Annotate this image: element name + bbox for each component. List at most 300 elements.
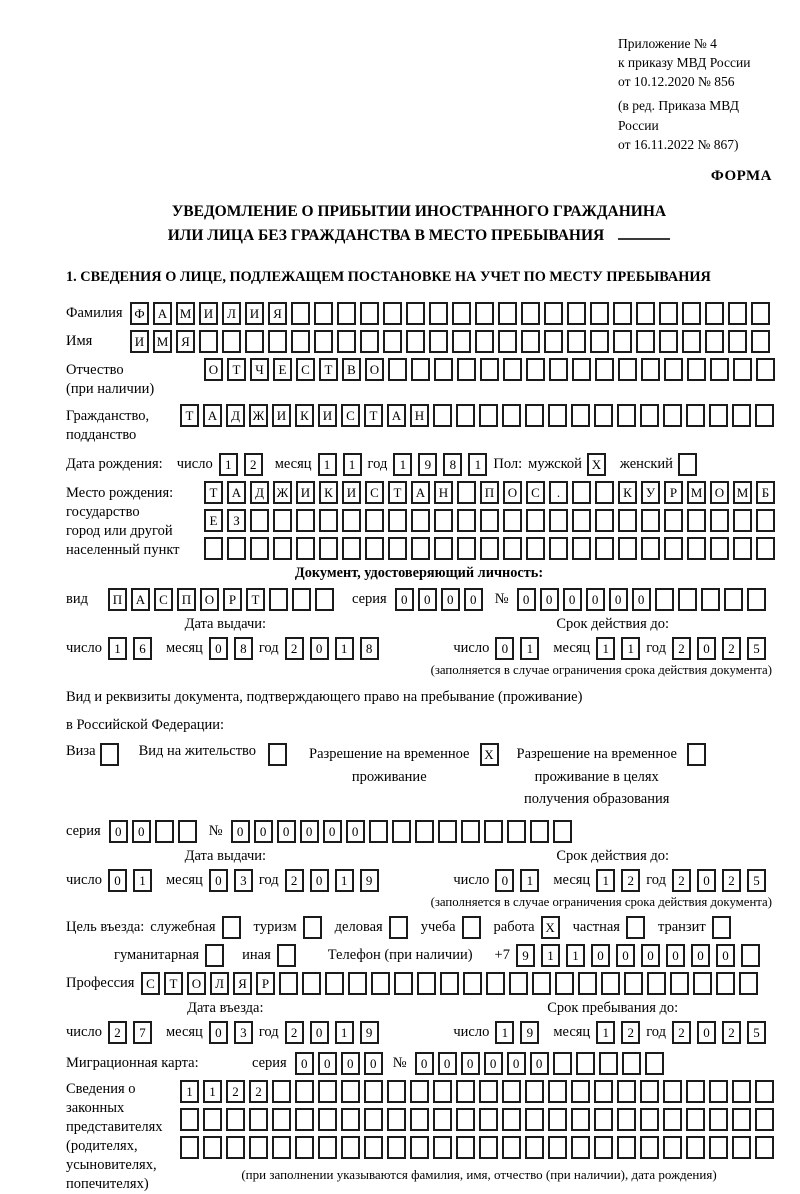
- char-cell[interactable]: 0: [507, 1052, 526, 1075]
- char-cell[interactable]: 1: [596, 1021, 615, 1044]
- char-cell[interactable]: [686, 1108, 705, 1131]
- char-cell[interactable]: 2: [226, 1080, 245, 1103]
- char-cell[interactable]: [567, 330, 586, 353]
- char-cell[interactable]: [549, 537, 568, 560]
- char-cell[interactable]: [640, 1108, 659, 1131]
- char-cell[interactable]: 2: [722, 869, 741, 892]
- char-cell[interactable]: [178, 820, 197, 843]
- char-cell[interactable]: [618, 358, 637, 381]
- char-cell[interactable]: 1: [621, 637, 640, 660]
- char-cell[interactable]: [463, 972, 482, 995]
- char-cell[interactable]: [364, 1080, 383, 1103]
- char-cell[interactable]: [291, 302, 310, 325]
- char-cell[interactable]: [503, 358, 522, 381]
- char-cell[interactable]: 0: [691, 944, 710, 967]
- char-cell[interactable]: [318, 1108, 337, 1131]
- char-cell[interactable]: [475, 330, 494, 353]
- char-cell[interactable]: [480, 509, 499, 532]
- char-cell[interactable]: [434, 509, 453, 532]
- char-cell[interactable]: [724, 588, 743, 611]
- char-cell[interactable]: [548, 1136, 567, 1159]
- char-cell[interactable]: [203, 1108, 222, 1131]
- char-cell[interactable]: [709, 1136, 728, 1159]
- char-cell[interactable]: 1: [335, 1021, 354, 1044]
- char-cell[interactable]: Т: [180, 404, 199, 427]
- char-cell[interactable]: 2: [621, 869, 640, 892]
- patronymic-cells[interactable]: [204, 358, 779, 381]
- char-cell[interactable]: 9: [418, 453, 437, 476]
- char-cell[interactable]: И: [318, 404, 337, 427]
- char-cell[interactable]: [295, 1080, 314, 1103]
- residence-permit-checkbox[interactable]: [268, 743, 291, 766]
- char-cell[interactable]: 0: [517, 588, 536, 611]
- char-cell[interactable]: [503, 537, 522, 560]
- char-cell[interactable]: [525, 1080, 544, 1103]
- char-cell[interactable]: 0: [484, 1052, 503, 1075]
- char-cell[interactable]: 5: [747, 869, 766, 892]
- char-cell[interactable]: 2: [672, 1021, 691, 1044]
- char-cell[interactable]: [687, 743, 706, 766]
- staydoc-issue-month[interactable]: [209, 869, 259, 892]
- char-cell[interactable]: [272, 1080, 291, 1103]
- char-cell[interactable]: Б: [756, 481, 775, 504]
- char-cell[interactable]: [365, 537, 384, 560]
- char-cell[interactable]: [440, 972, 459, 995]
- iddoc-issue-month[interactable]: [209, 637, 259, 660]
- char-cell[interactable]: 0: [341, 1052, 360, 1075]
- char-cell[interactable]: 0: [132, 820, 151, 843]
- purpose-business-checkbox[interactable]: [222, 916, 245, 939]
- char-cell[interactable]: 0: [666, 944, 685, 967]
- char-cell[interactable]: 0: [209, 869, 228, 892]
- char-cell[interactable]: А: [131, 588, 150, 611]
- char-cell[interactable]: [553, 1052, 572, 1075]
- char-cell[interactable]: 2: [249, 1080, 268, 1103]
- char-cell[interactable]: [617, 1136, 636, 1159]
- char-cell[interactable]: [733, 509, 752, 532]
- char-cell[interactable]: 9: [360, 869, 379, 892]
- char-cell[interactable]: 0: [108, 869, 127, 892]
- char-cell[interactable]: [438, 820, 457, 843]
- char-cell[interactable]: 0: [464, 588, 483, 611]
- char-cell[interactable]: [739, 972, 758, 995]
- char-cell[interactable]: И: [245, 302, 264, 325]
- char-cell[interactable]: [549, 509, 568, 532]
- char-cell[interactable]: [502, 404, 521, 427]
- char-cell[interactable]: [571, 1080, 590, 1103]
- char-cell[interactable]: [733, 358, 752, 381]
- purpose-commercial-checkbox[interactable]: [389, 916, 412, 939]
- char-cell[interactable]: Л: [210, 972, 229, 995]
- char-cell[interactable]: [250, 537, 269, 560]
- char-cell[interactable]: 0: [418, 588, 437, 611]
- char-cell[interactable]: [571, 404, 590, 427]
- entry-day[interactable]: [108, 1021, 158, 1044]
- char-cell[interactable]: 2: [244, 453, 263, 476]
- char-cell[interactable]: 0: [415, 1052, 434, 1075]
- char-cell[interactable]: [457, 509, 476, 532]
- char-cell[interactable]: [678, 453, 697, 476]
- migcard-series-cells[interactable]: [295, 1052, 387, 1075]
- char-cell[interactable]: [526, 358, 545, 381]
- char-cell[interactable]: [595, 509, 614, 532]
- surname-cells[interactable]: [130, 302, 774, 325]
- char-cell[interactable]: Н: [434, 481, 453, 504]
- char-cell[interactable]: [636, 330, 655, 353]
- char-cell[interactable]: [365, 509, 384, 532]
- char-cell[interactable]: А: [227, 481, 246, 504]
- char-cell[interactable]: 0: [586, 588, 605, 611]
- char-cell[interactable]: П: [108, 588, 127, 611]
- char-cell[interactable]: [392, 820, 411, 843]
- char-cell[interactable]: [670, 972, 689, 995]
- char-cell[interactable]: [578, 972, 597, 995]
- char-cell[interactable]: [486, 972, 505, 995]
- profession-cells[interactable]: [141, 972, 762, 995]
- char-cell[interactable]: 1: [596, 869, 615, 892]
- char-cell[interactable]: [268, 330, 287, 353]
- char-cell[interactable]: [348, 972, 367, 995]
- representatives-cells-row3[interactable]: [180, 1136, 778, 1159]
- char-cell[interactable]: [716, 972, 735, 995]
- edu-permit-checkbox[interactable]: [687, 743, 710, 766]
- char-cell[interactable]: [268, 743, 287, 766]
- char-cell[interactable]: [755, 1108, 774, 1131]
- char-cell[interactable]: 0: [495, 869, 514, 892]
- char-cell[interactable]: [410, 1136, 429, 1159]
- char-cell[interactable]: 0: [310, 869, 329, 892]
- char-cell[interactable]: [302, 972, 321, 995]
- iddoc-kind-cells[interactable]: [108, 588, 338, 611]
- char-cell[interactable]: 0: [461, 1052, 480, 1075]
- char-cell[interactable]: [480, 358, 499, 381]
- char-cell[interactable]: [576, 1052, 595, 1075]
- char-cell[interactable]: О: [204, 358, 223, 381]
- char-cell[interactable]: 0: [530, 1052, 549, 1075]
- char-cell[interactable]: [204, 537, 223, 560]
- purpose-private-checkbox[interactable]: [626, 916, 649, 939]
- char-cell[interactable]: [553, 820, 572, 843]
- birth-month-cells[interactable]: [318, 453, 368, 476]
- char-cell[interactable]: 1: [541, 944, 560, 967]
- birth-year-cells[interactable]: [393, 453, 493, 476]
- char-cell[interactable]: Ф: [130, 302, 149, 325]
- char-cell[interactable]: Е: [204, 509, 223, 532]
- char-cell[interactable]: [199, 330, 218, 353]
- char-cell[interactable]: [709, 1108, 728, 1131]
- char-cell[interactable]: 8: [360, 637, 379, 660]
- char-cell[interactable]: [502, 1080, 521, 1103]
- char-cell[interactable]: [502, 1108, 521, 1131]
- male-checkbox[interactable]: [587, 453, 610, 476]
- char-cell[interactable]: [303, 916, 322, 939]
- char-cell[interactable]: [544, 302, 563, 325]
- char-cell[interactable]: 0: [716, 944, 735, 967]
- birthplace-cells-row2[interactable]: [204, 509, 779, 532]
- name-cells[interactable]: [130, 330, 774, 353]
- char-cell[interactable]: 1: [318, 453, 337, 476]
- char-cell[interactable]: 0: [697, 1021, 716, 1044]
- char-cell[interactable]: [705, 330, 724, 353]
- char-cell[interactable]: Т: [388, 481, 407, 504]
- char-cell[interactable]: [686, 1080, 705, 1103]
- char-cell[interactable]: Л: [222, 302, 241, 325]
- char-cell[interactable]: И: [272, 404, 291, 427]
- char-cell[interactable]: [509, 972, 528, 995]
- stay-year[interactable]: [672, 1021, 772, 1044]
- char-cell[interactable]: [479, 1080, 498, 1103]
- char-cell[interactable]: [433, 1136, 452, 1159]
- char-cell[interactable]: [383, 330, 402, 353]
- char-cell[interactable]: У: [641, 481, 660, 504]
- purpose-humanitarian-checkbox[interactable]: [205, 944, 228, 967]
- char-cell[interactable]: [618, 537, 637, 560]
- char-cell[interactable]: 0: [609, 588, 628, 611]
- char-cell[interactable]: [415, 820, 434, 843]
- char-cell[interactable]: [456, 1136, 475, 1159]
- char-cell[interactable]: 2: [672, 637, 691, 660]
- char-cell[interactable]: [273, 537, 292, 560]
- char-cell[interactable]: 0: [295, 1052, 314, 1075]
- char-cell[interactable]: Я: [233, 972, 252, 995]
- char-cell[interactable]: [594, 1080, 613, 1103]
- iddoc-number-cells[interactable]: [517, 588, 770, 611]
- char-cell[interactable]: К: [319, 481, 338, 504]
- char-cell[interactable]: [318, 1080, 337, 1103]
- char-cell[interactable]: [548, 1080, 567, 1103]
- citizenship-cells[interactable]: [180, 404, 778, 427]
- char-cell[interactable]: [388, 509, 407, 532]
- char-cell[interactable]: [364, 1108, 383, 1131]
- char-cell[interactable]: [525, 404, 544, 427]
- char-cell[interactable]: [678, 588, 697, 611]
- birthplace-cells-row3[interactable]: [204, 537, 779, 560]
- char-cell[interactable]: [572, 537, 591, 560]
- char-cell[interactable]: П: [480, 481, 499, 504]
- char-cell[interactable]: Н: [410, 404, 429, 427]
- char-cell[interactable]: И: [342, 481, 361, 504]
- char-cell[interactable]: [664, 509, 683, 532]
- char-cell[interactable]: [532, 972, 551, 995]
- char-cell[interactable]: Р: [256, 972, 275, 995]
- char-cell[interactable]: [526, 537, 545, 560]
- char-cell[interactable]: [549, 358, 568, 381]
- char-cell[interactable]: Т: [246, 588, 265, 611]
- char-cell[interactable]: 0: [616, 944, 635, 967]
- char-cell[interactable]: [571, 1108, 590, 1131]
- char-cell[interactable]: 1: [180, 1080, 199, 1103]
- char-cell[interactable]: [387, 1136, 406, 1159]
- char-cell[interactable]: [686, 404, 705, 427]
- char-cell[interactable]: [709, 1080, 728, 1103]
- char-cell[interactable]: [279, 972, 298, 995]
- char-cell[interactable]: [341, 1080, 360, 1103]
- char-cell[interactable]: Т: [319, 358, 338, 381]
- char-cell[interactable]: [572, 481, 591, 504]
- char-cell[interactable]: 0: [697, 637, 716, 660]
- char-cell[interactable]: [389, 916, 408, 939]
- char-cell[interactable]: 0: [441, 588, 460, 611]
- char-cell[interactable]: [291, 330, 310, 353]
- char-cell[interactable]: [100, 743, 119, 766]
- char-cell[interactable]: 9: [360, 1021, 379, 1044]
- char-cell[interactable]: И: [296, 481, 315, 504]
- char-cell[interactable]: [641, 509, 660, 532]
- char-cell[interactable]: [503, 509, 522, 532]
- char-cell[interactable]: 0: [364, 1052, 383, 1075]
- char-cell[interactable]: [663, 404, 682, 427]
- char-cell[interactable]: 0: [310, 1021, 329, 1044]
- char-cell[interactable]: [645, 1052, 664, 1075]
- char-cell[interactable]: [484, 820, 503, 843]
- char-cell[interactable]: Я: [176, 330, 195, 353]
- char-cell[interactable]: [663, 1080, 682, 1103]
- char-cell[interactable]: [227, 537, 246, 560]
- staydoc-expiry-day[interactable]: [495, 869, 545, 892]
- char-cell[interactable]: 0: [318, 1052, 337, 1075]
- char-cell[interactable]: [456, 1080, 475, 1103]
- char-cell[interactable]: 0: [395, 588, 414, 611]
- char-cell[interactable]: И: [199, 302, 218, 325]
- char-cell[interactable]: 3: [234, 1021, 253, 1044]
- char-cell[interactable]: [521, 302, 540, 325]
- char-cell[interactable]: В: [342, 358, 361, 381]
- staydoc-number-cells[interactable]: [231, 820, 576, 843]
- char-cell[interactable]: [226, 1136, 245, 1159]
- stay-month[interactable]: [596, 1021, 646, 1044]
- char-cell[interactable]: 1: [393, 453, 412, 476]
- char-cell[interactable]: [319, 537, 338, 560]
- char-cell[interactable]: 0: [209, 637, 228, 660]
- char-cell[interactable]: [457, 358, 476, 381]
- char-cell[interactable]: [663, 1108, 682, 1131]
- char-cell[interactable]: 0: [323, 820, 342, 843]
- char-cell[interactable]: С: [526, 481, 545, 504]
- char-cell[interactable]: [641, 537, 660, 560]
- char-cell[interactable]: М: [687, 481, 706, 504]
- char-cell[interactable]: Т: [164, 972, 183, 995]
- char-cell[interactable]: 1: [108, 637, 127, 660]
- char-cell[interactable]: [594, 404, 613, 427]
- char-cell[interactable]: [655, 588, 674, 611]
- char-cell[interactable]: [732, 1080, 751, 1103]
- char-cell[interactable]: [314, 330, 333, 353]
- char-cell[interactable]: [205, 944, 224, 967]
- char-cell[interactable]: [617, 1080, 636, 1103]
- char-cell[interactable]: [687, 358, 706, 381]
- char-cell[interactable]: [325, 972, 344, 995]
- char-cell[interactable]: [480, 537, 499, 560]
- char-cell[interactable]: [618, 509, 637, 532]
- char-cell[interactable]: [732, 1136, 751, 1159]
- char-cell[interactable]: [434, 358, 453, 381]
- char-cell[interactable]: X: [480, 743, 499, 766]
- char-cell[interactable]: [277, 944, 296, 967]
- char-cell[interactable]: О: [710, 481, 729, 504]
- char-cell[interactable]: 0: [495, 637, 514, 660]
- char-cell[interactable]: [319, 509, 338, 532]
- char-cell[interactable]: А: [387, 404, 406, 427]
- char-cell[interactable]: 1: [520, 637, 539, 660]
- char-cell[interactable]: [751, 302, 770, 325]
- char-cell[interactable]: [337, 330, 356, 353]
- char-cell[interactable]: П: [177, 588, 196, 611]
- char-cell[interactable]: 1: [596, 637, 615, 660]
- char-cell[interactable]: [273, 509, 292, 532]
- char-cell[interactable]: 0: [632, 588, 651, 611]
- char-cell[interactable]: [406, 330, 425, 353]
- iddoc-expiry-month[interactable]: [596, 637, 646, 660]
- char-cell[interactable]: [733, 537, 752, 560]
- char-cell[interactable]: [595, 358, 614, 381]
- char-cell[interactable]: 1: [133, 869, 152, 892]
- char-cell[interactable]: [567, 302, 586, 325]
- char-cell[interactable]: [410, 1108, 429, 1131]
- char-cell[interactable]: Р: [664, 481, 683, 504]
- char-cell[interactable]: 2: [672, 869, 691, 892]
- char-cell[interactable]: [452, 302, 471, 325]
- char-cell[interactable]: 0: [540, 588, 559, 611]
- char-cell[interactable]: [498, 330, 517, 353]
- char-cell[interactable]: [755, 1136, 774, 1159]
- char-cell[interactable]: С: [141, 972, 160, 995]
- char-cell[interactable]: [406, 302, 425, 325]
- representatives-cells-row1[interactable]: [180, 1080, 778, 1103]
- char-cell[interactable]: [296, 537, 315, 560]
- char-cell[interactable]: [272, 1108, 291, 1131]
- char-cell[interactable]: [601, 972, 620, 995]
- char-cell[interactable]: О: [365, 358, 384, 381]
- char-cell[interactable]: X: [587, 453, 606, 476]
- char-cell[interactable]: [250, 509, 269, 532]
- char-cell[interactable]: [318, 1136, 337, 1159]
- char-cell[interactable]: Р: [223, 588, 242, 611]
- char-cell[interactable]: 0: [641, 944, 660, 967]
- char-cell[interactable]: [617, 404, 636, 427]
- char-cell[interactable]: [521, 330, 540, 353]
- char-cell[interactable]: [222, 916, 241, 939]
- char-cell[interactable]: [682, 302, 701, 325]
- char-cell[interactable]: А: [203, 404, 222, 427]
- char-cell[interactable]: 2: [108, 1021, 127, 1044]
- char-cell[interactable]: [456, 404, 475, 427]
- char-cell[interactable]: 1: [468, 453, 487, 476]
- char-cell[interactable]: X: [541, 916, 560, 939]
- char-cell[interactable]: [226, 1108, 245, 1131]
- char-cell[interactable]: [751, 330, 770, 353]
- staydoc-issue-day[interactable]: [108, 869, 158, 892]
- char-cell[interactable]: [687, 509, 706, 532]
- char-cell[interactable]: [636, 302, 655, 325]
- char-cell[interactable]: К: [618, 481, 637, 504]
- char-cell[interactable]: 1: [219, 453, 238, 476]
- representatives-cells-row2[interactable]: [180, 1108, 778, 1131]
- char-cell[interactable]: [756, 537, 775, 560]
- char-cell[interactable]: [314, 302, 333, 325]
- char-cell[interactable]: [203, 1136, 222, 1159]
- migcard-number-cells[interactable]: [415, 1052, 668, 1075]
- char-cell[interactable]: [502, 1136, 521, 1159]
- char-cell[interactable]: Д: [250, 481, 269, 504]
- char-cell[interactable]: 9: [520, 1021, 539, 1044]
- char-cell[interactable]: 2: [285, 869, 304, 892]
- char-cell[interactable]: [705, 302, 724, 325]
- char-cell[interactable]: [429, 302, 448, 325]
- char-cell[interactable]: [659, 302, 678, 325]
- char-cell[interactable]: [457, 481, 476, 504]
- char-cell[interactable]: [622, 1052, 641, 1075]
- char-cell[interactable]: [341, 1108, 360, 1131]
